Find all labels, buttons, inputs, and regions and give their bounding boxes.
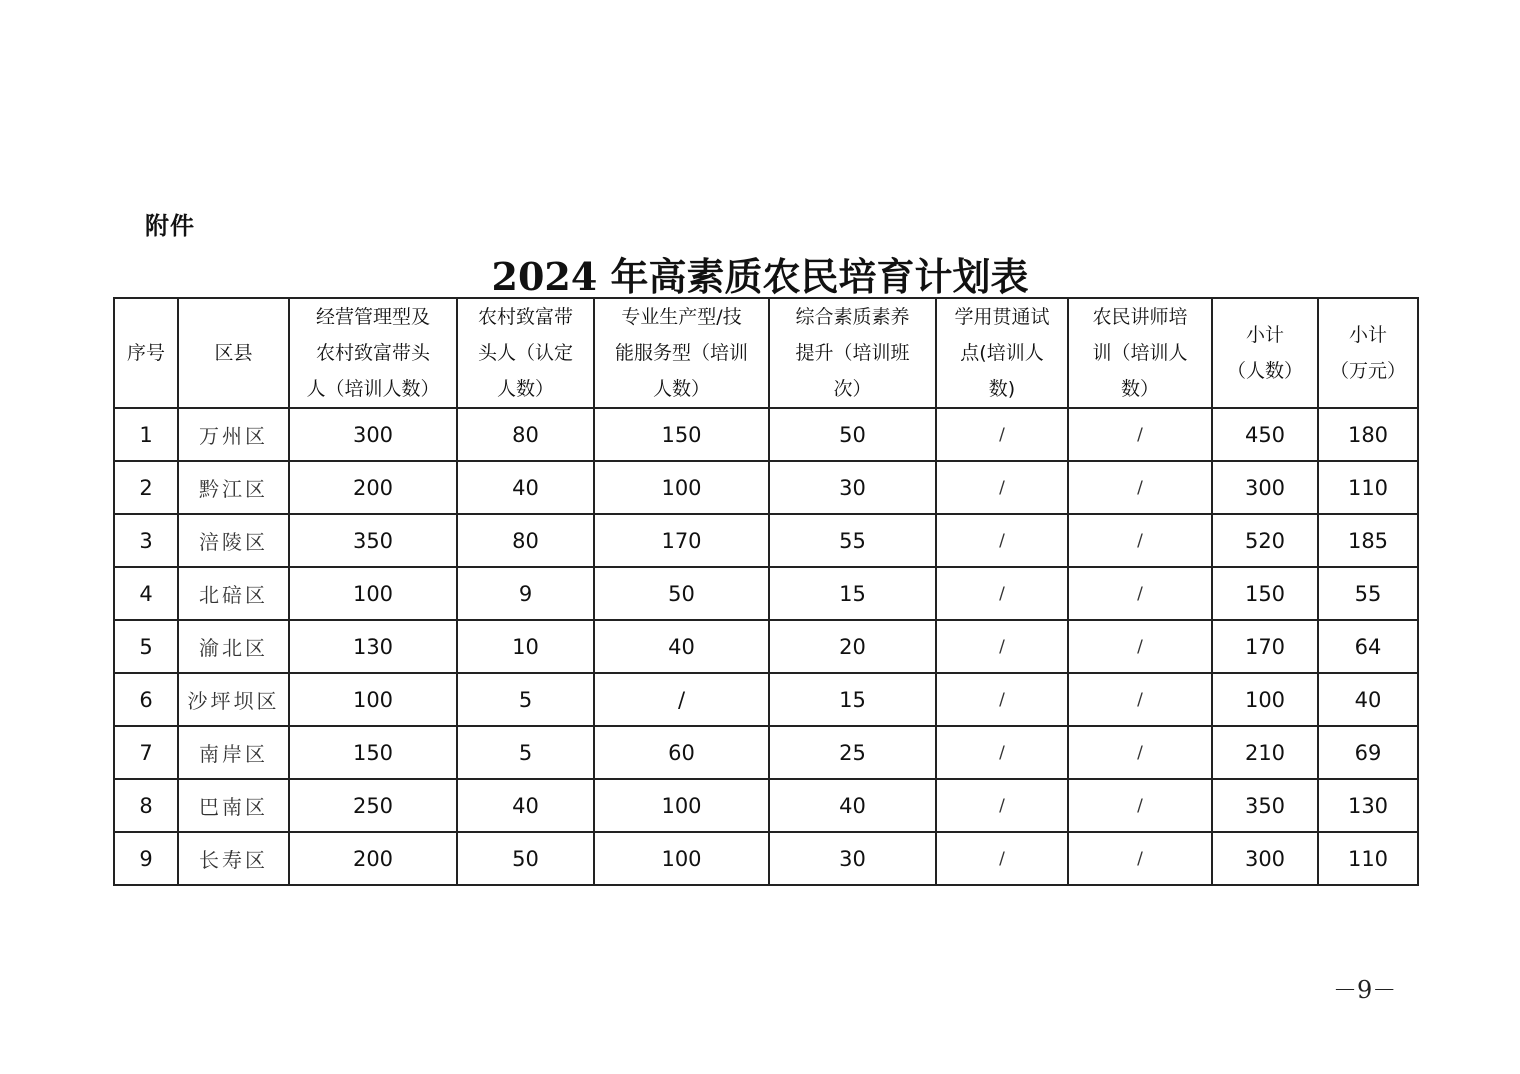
value-cell: 15 — [769, 567, 936, 620]
column-header-line: 小计 — [1245, 324, 1284, 346]
value-cell: 200 — [289, 832, 457, 885]
value-cell: / — [1068, 779, 1212, 832]
row-number-cell: 7 — [114, 726, 178, 779]
column-header-line: 农村致富带 — [477, 306, 573, 328]
district-cell: 长寿区 — [178, 832, 289, 885]
value-cell: 40 — [457, 779, 594, 832]
column-header-line: 序号 — [126, 342, 165, 364]
column-header-line: 经营管理型及 — [315, 306, 430, 328]
value-cell: 170 — [1212, 620, 1318, 673]
column-header-line: 人（培训人数） — [306, 378, 440, 400]
value-cell: 250 — [289, 779, 457, 832]
value-cell: / — [1068, 461, 1212, 514]
value-cell: 185 — [1318, 514, 1418, 567]
value-cell: 30 — [769, 461, 936, 514]
value-cell: 80 — [457, 408, 594, 461]
column-header-line: 次） — [833, 378, 872, 400]
value-cell: / — [1068, 408, 1212, 461]
table-row — [114, 832, 1418, 885]
row-number-cell: 4 — [114, 567, 178, 620]
value-cell: 300 — [1212, 832, 1318, 885]
attachment-label: 附件 — [145, 212, 195, 240]
table-header-row — [114, 298, 1418, 408]
value-cell: 50 — [769, 408, 936, 461]
value-cell: 100 — [594, 779, 769, 832]
district-cell: 黔江区 — [178, 461, 289, 514]
value-cell: 150 — [594, 408, 769, 461]
value-cell: 50 — [594, 567, 769, 620]
value-cell: 110 — [1318, 461, 1418, 514]
value-cell: 130 — [289, 620, 457, 673]
column-header — [1212, 298, 1318, 408]
column-header-line: 提升（培训班 — [795, 342, 910, 364]
column-header-line: 点(培训人 — [960, 342, 1044, 364]
district-cell: 沙坪坝区 — [178, 673, 289, 726]
district-cell: 南岸区 — [178, 726, 289, 779]
column-header-line: 人数） — [652, 378, 710, 400]
table-row — [114, 461, 1418, 514]
row-number-cell: 6 — [114, 673, 178, 726]
value-cell: 100 — [289, 567, 457, 620]
column-header-line: 综合素质素养 — [795, 306, 910, 328]
value-cell: 50 — [457, 832, 594, 885]
page-title: 2024 年高素质农民培育计划表 — [491, 254, 1029, 299]
column-header-line: 农村致富带头 — [315, 342, 430, 364]
value-cell: 210 — [1212, 726, 1318, 779]
value-cell: 100 — [594, 461, 769, 514]
value-cell: 100 — [594, 832, 769, 885]
value-cell: / — [1068, 832, 1212, 885]
value-cell: 200 — [289, 461, 457, 514]
value-cell: 350 — [289, 514, 457, 567]
value-cell: 20 — [769, 620, 936, 673]
value-cell: 30 — [769, 832, 936, 885]
value-cell: 350 — [1212, 779, 1318, 832]
table-row — [114, 779, 1418, 832]
value-cell: 130 — [1318, 779, 1418, 832]
row-number-cell: 3 — [114, 514, 178, 567]
row-number-cell: 5 — [114, 620, 178, 673]
page-number: －9－ — [1333, 976, 1397, 1004]
column-header-line: 能服务型（培训 — [614, 342, 748, 364]
value-cell: 5 — [457, 673, 594, 726]
value-cell: / — [936, 673, 1068, 726]
value-cell: / — [1068, 673, 1212, 726]
table-row — [114, 408, 1418, 461]
value-cell: 300 — [289, 408, 457, 461]
value-cell: 15 — [769, 673, 936, 726]
column-header-line: 学用贯通试 — [954, 306, 1050, 328]
value-cell: 40 — [769, 779, 936, 832]
value-cell: 170 — [594, 514, 769, 567]
value-cell: / — [936, 514, 1068, 567]
column-header-line: 农民讲师培 — [1092, 306, 1188, 328]
value-cell: 300 — [1212, 461, 1318, 514]
value-cell: / — [936, 620, 1068, 673]
value-cell: 150 — [1212, 567, 1318, 620]
value-cell: 40 — [457, 461, 594, 514]
column-header — [289, 298, 457, 408]
value-cell: 520 — [1212, 514, 1318, 567]
value-cell: 10 — [457, 620, 594, 673]
column-header — [457, 298, 594, 408]
value-cell: 9 — [457, 567, 594, 620]
column-header-line: 数） — [1120, 378, 1159, 400]
district-cell: 北碚区 — [178, 567, 289, 620]
column-header-line: 头人（认定 — [477, 342, 573, 364]
row-number-cell: 2 — [114, 461, 178, 514]
district-cell: 万州区 — [178, 408, 289, 461]
value-cell: 60 — [594, 726, 769, 779]
value-cell: 40 — [1318, 673, 1418, 726]
value-cell: 80 — [457, 514, 594, 567]
value-cell: / — [594, 673, 769, 726]
column-header — [1068, 298, 1212, 408]
column-header-line: 区县 — [214, 342, 253, 364]
value-cell: 180 — [1318, 408, 1418, 461]
value-cell: 55 — [1318, 567, 1418, 620]
column-header-line: （万元） — [1329, 360, 1406, 382]
row-number-cell: 9 — [114, 832, 178, 885]
value-cell: / — [1068, 514, 1212, 567]
table-row — [114, 567, 1418, 620]
table-row — [114, 726, 1418, 779]
column-header-line: 小计 — [1348, 324, 1387, 346]
table-row — [114, 514, 1418, 567]
column-header — [1318, 298, 1418, 408]
column-header — [936, 298, 1068, 408]
value-cell: / — [936, 408, 1068, 461]
value-cell: 69 — [1318, 726, 1418, 779]
value-cell: 5 — [457, 726, 594, 779]
row-number-cell: 8 — [114, 779, 178, 832]
value-cell: / — [936, 726, 1068, 779]
value-cell: 150 — [289, 726, 457, 779]
value-cell: / — [936, 461, 1068, 514]
value-cell: / — [936, 779, 1068, 832]
row-number-cell: 1 — [114, 408, 178, 461]
training-plan-table — [113, 297, 1419, 886]
value-cell: 100 — [289, 673, 457, 726]
district-cell: 巴南区 — [178, 779, 289, 832]
value-cell: 64 — [1318, 620, 1418, 673]
column-header-line: （人数） — [1226, 360, 1303, 382]
column-header-line: 数) — [988, 378, 1016, 400]
table-body — [114, 408, 1418, 885]
value-cell: / — [936, 567, 1068, 620]
value-cell: 100 — [1212, 673, 1318, 726]
column-header — [769, 298, 936, 408]
column-header — [178, 298, 289, 408]
column-header-line: 人数） — [496, 378, 554, 400]
table-row — [114, 673, 1418, 726]
value-cell: / — [1068, 567, 1212, 620]
value-cell: 450 — [1212, 408, 1318, 461]
column-header — [114, 298, 178, 408]
column-header — [594, 298, 769, 408]
value-cell: 110 — [1318, 832, 1418, 885]
table-row — [114, 620, 1418, 673]
value-cell: 55 — [769, 514, 936, 567]
column-header-line: 专业生产型/技 — [621, 306, 742, 328]
value-cell: / — [936, 832, 1068, 885]
value-cell: 40 — [594, 620, 769, 673]
column-header-line: 训（培训人 — [1092, 342, 1188, 364]
district-cell: 涪陵区 — [178, 514, 289, 567]
district-cell: 渝北区 — [178, 620, 289, 673]
value-cell: / — [1068, 620, 1212, 673]
value-cell: 25 — [769, 726, 936, 779]
value-cell: / — [1068, 726, 1212, 779]
